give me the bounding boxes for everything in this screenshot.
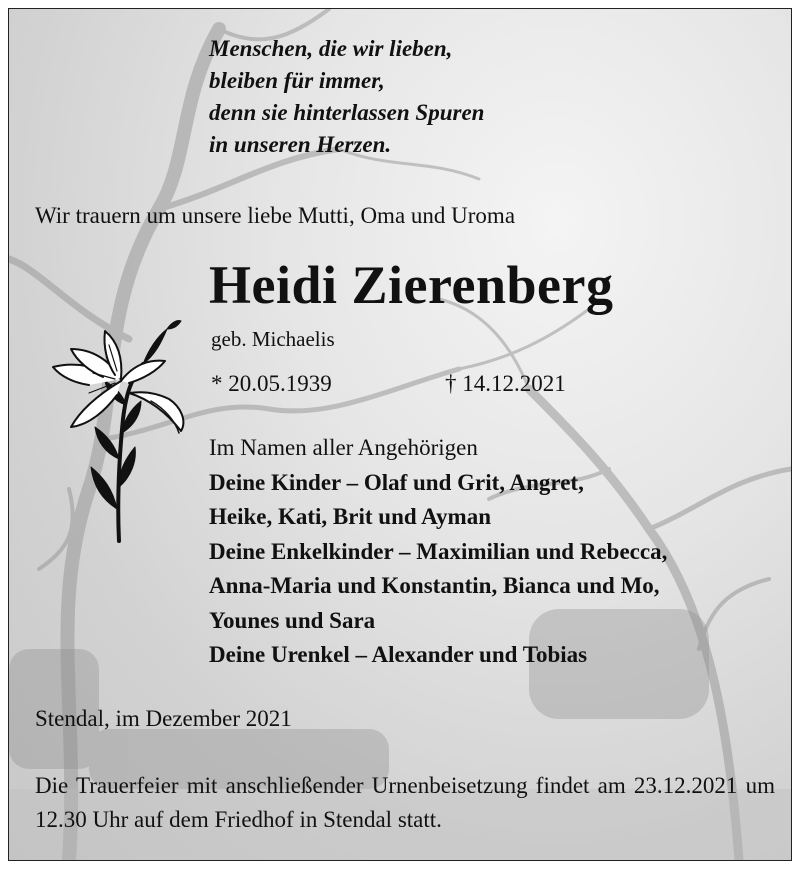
family-line: Deine Enkelkinder – Maximilian und Rebecca,	[209, 538, 668, 564]
death-date: † 14.12.2021	[445, 371, 566, 396]
mourning-intro: Wir trauern um unsere liebe Mutti, Oma und Uroma	[35, 203, 516, 228]
family-line: Heike, Kati, Brit und Ayman	[209, 504, 491, 529]
deceased-name: Heidi Zierenberg	[209, 255, 614, 315]
family-line: Deine Urenkel – Alexander und Tobias	[209, 642, 588, 667]
family-line: Deine Kinder – Olaf und Grit, Angret,	[209, 469, 584, 495]
family-line: Anna-Maria und Konstantin, Bianca und Mo,	[209, 573, 660, 598]
poem-line: denn sie hinterlassen Spuren	[209, 100, 485, 125]
maiden-name: geb. Michaelis	[211, 327, 335, 351]
place-and-date: Stendal, im Dezember 2021	[35, 706, 292, 731]
family-heading: Im Namen aller Angehörigen	[209, 435, 478, 460]
family-line: Younes und Sara	[209, 607, 376, 633]
lily-flower-icon	[31, 309, 201, 549]
obituary-notice	[8, 8, 792, 861]
poem-line: bleiben für immer,	[209, 68, 385, 93]
birth-date: * 20.05.1939	[211, 371, 332, 396]
funeral-notice: Die Trauerfeier mit anschließender Urnenbeisetzung findet am 23.12.2021 um 12.30 Uhr auf dem Friedhof in Stendal statt.	[35, 773, 775, 832]
poem-line: Menschen, die wir lieben,	[209, 36, 453, 61]
family-signatures	[209, 431, 667, 673]
memorial-poem	[209, 33, 484, 161]
poem-line: in unseren Herzen.	[209, 132, 392, 157]
